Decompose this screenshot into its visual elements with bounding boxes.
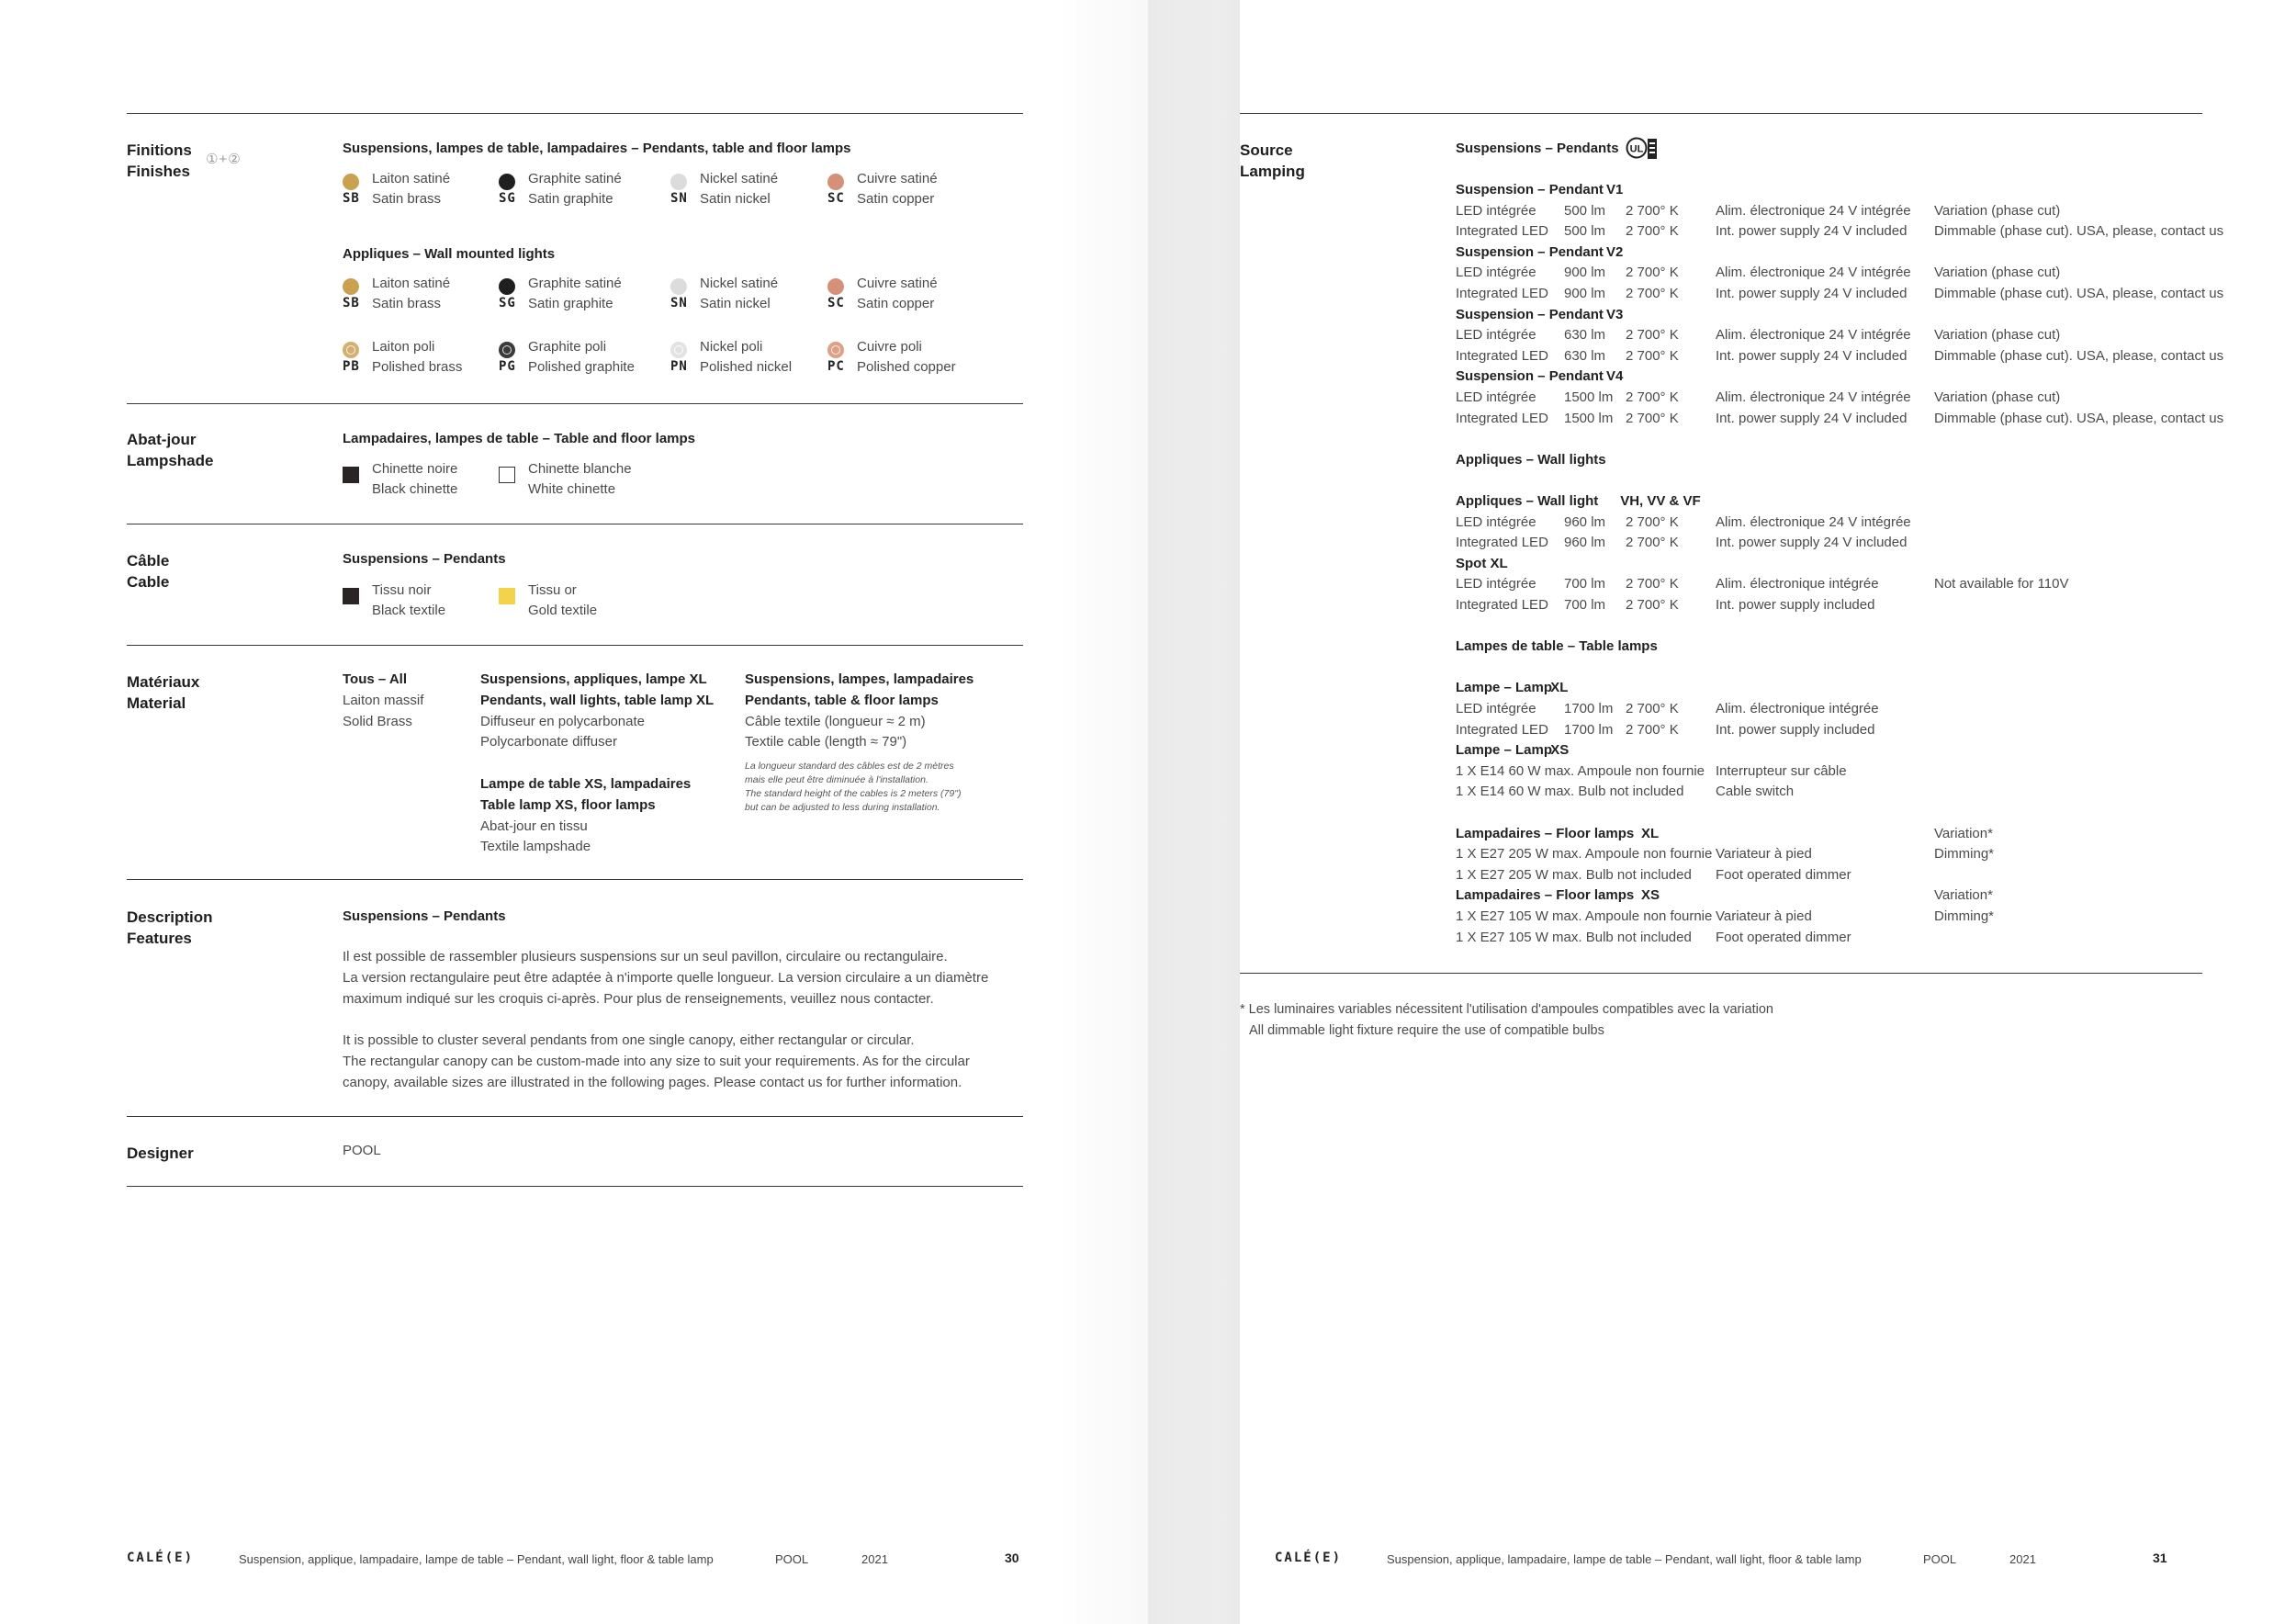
material-col3-heading-en: Pendants, table & floor lamps bbox=[745, 693, 939, 708]
lamping-cell-a: LED intégrée bbox=[1456, 202, 1536, 219]
material-col1-line: Laiton massif bbox=[343, 693, 424, 708]
lamping-label: Lampes de table – Table lamps bbox=[1456, 638, 1658, 655]
color-dot bbox=[670, 342, 687, 358]
features-para-en: It is possible to cluster several pendants from one single canopy, either rectangular or circular. bbox=[343, 1032, 915, 1048]
divider bbox=[1240, 973, 2202, 974]
color-dot bbox=[343, 278, 359, 295]
finish-code: SB bbox=[343, 191, 360, 206]
lamping-cell-a: LED intégrée bbox=[1456, 327, 1536, 344]
finish-name-fr: Graphite satiné bbox=[528, 171, 622, 186]
lamping-row bbox=[1456, 782, 2154, 803]
finish-name-en: Satin copper bbox=[857, 296, 935, 311]
material-col2a-heading: Suspensions, appliques, lampe XL bbox=[480, 671, 707, 687]
lamping-cell-d: Int. power supply 24 V included bbox=[1716, 286, 1908, 301]
color-dot bbox=[499, 278, 515, 295]
finishes-title: Finitions Finishes bbox=[127, 141, 192, 180]
page-number: 30 bbox=[1005, 1551, 1019, 1565]
divider bbox=[127, 1186, 1023, 1187]
lamping-cell-c: 2 700° K bbox=[1626, 202, 1679, 219]
swatch-name-en: Black chinette bbox=[372, 481, 458, 497]
swatch-name-fr: Tissu noir bbox=[372, 582, 432, 598]
swatch-name-en: White chinette bbox=[528, 481, 616, 497]
material-title: Matériaux Material bbox=[127, 673, 200, 712]
finish-code: SC bbox=[827, 191, 845, 206]
lamping-label: Lampadaires – Floor lamps bbox=[1456, 825, 1635, 841]
lamping-cell-b: 960 lm bbox=[1564, 513, 1606, 530]
footer-description: Suspension, applique, lampadaire, lampe de table – Pendant, wall light, floor & table lamp bbox=[1387, 1552, 1862, 1566]
lamping-cell-d: Foot operated dimmer bbox=[1716, 929, 1851, 945]
lamping-cell-e: Dimming* bbox=[1934, 908, 1995, 924]
lamping-cell-e: Variation (phase cut) bbox=[1934, 265, 2061, 281]
page-31 bbox=[1148, 0, 2296, 1624]
color-dot bbox=[827, 342, 844, 358]
lamping-cell-b: 1500 lm bbox=[1564, 410, 1614, 426]
lamping-cell-d: Cable switch bbox=[1716, 784, 1795, 800]
lamping-row bbox=[1456, 325, 2154, 346]
features-para-en: The rectangular canopy can be custom-made into any size to suit your requirements. As for the circular bbox=[343, 1054, 970, 1069]
material-cable-note: La longueur standard des câbles est de 2 mètres bbox=[745, 761, 954, 772]
lamping-cell-e: Variation (phase cut) bbox=[1934, 327, 2061, 344]
lamping-cell-d: Int. power supply 24 V included bbox=[1716, 410, 1908, 426]
lamping-cell-c: 2 700° K bbox=[1626, 286, 1679, 301]
swatch-name-fr: Chinette noire bbox=[372, 461, 458, 477]
finish-code: SG bbox=[499, 191, 516, 206]
divider bbox=[127, 1116, 1023, 1117]
material-col3-line: Textile cable (length ≈ 79") bbox=[745, 734, 907, 750]
lamping-subheading bbox=[1456, 305, 2154, 326]
ul-certification-icon bbox=[1626, 136, 1659, 162]
lamping-cell-a: Integrated LED bbox=[1456, 597, 1548, 613]
material-col2a-line: Diffuseur en polycarbonate bbox=[480, 714, 646, 729]
lamping-cell-b: 500 lm bbox=[1564, 202, 1606, 219]
material-col1-heading: Tous – All bbox=[343, 671, 408, 687]
finish-name-en: Satin nickel bbox=[700, 296, 771, 311]
lamping-cell-b: 1700 lm bbox=[1564, 701, 1614, 716]
divider bbox=[127, 113, 1023, 114]
finish-code: PC bbox=[827, 359, 845, 374]
divider bbox=[127, 403, 1023, 404]
features-para-fr: La version rectangulaire peut être adaptée à n'importe quelle longueur. La version circulaire a un diamètre bbox=[343, 970, 989, 986]
lamping-row bbox=[1456, 844, 2154, 865]
lamping-cell-c: 2 700° K bbox=[1626, 701, 1679, 716]
finish-name-fr: Cuivre satiné bbox=[857, 171, 938, 186]
lamping-cell-e: Dimmable (phase cut). USA, please, contact us bbox=[1934, 410, 2224, 426]
color-dot bbox=[499, 342, 515, 358]
finish-code: PB bbox=[343, 359, 360, 374]
material-col2a-line: Polycarbonate diffuser bbox=[480, 734, 617, 750]
footer-designer: POOL bbox=[1923, 1552, 1957, 1566]
finish-name-en: Satin graphite bbox=[528, 191, 613, 207]
lamping-cell-b: 900 lm bbox=[1564, 286, 1606, 301]
lamping-cell-c: 2 700° K bbox=[1626, 265, 1679, 281]
lamping-cell-b: 1500 lm bbox=[1564, 389, 1614, 405]
finish-name-en: Satin brass bbox=[372, 191, 442, 207]
lamping-cell-c: 2 700° K bbox=[1626, 597, 1679, 613]
lamping-label: Suspension – Pendant bbox=[1456, 182, 1604, 197]
material-col2b-line: Textile lampshade bbox=[480, 839, 591, 854]
color-dot bbox=[343, 342, 359, 358]
finish-code: PN bbox=[670, 359, 688, 374]
finishes-group1-heading: Suspensions, lampes de table, lampadaires – Pendants, table and floor lamps bbox=[343, 141, 851, 156]
lamping-cell-a: Integrated LED bbox=[1456, 347, 1548, 364]
finish-name-en: Satin graphite bbox=[528, 296, 613, 311]
lamping-row bbox=[1456, 928, 2154, 949]
lamping-cell-a: LED intégrée bbox=[1456, 513, 1536, 530]
finish-name-fr: Nickel satiné bbox=[700, 276, 779, 291]
material-cable-note: mais elle peut être diminuée à l'installation. bbox=[745, 774, 929, 785]
color-dot bbox=[827, 174, 844, 190]
lamping-cell-e: Dimmable (phase cut). USA, please, contact us bbox=[1934, 286, 2224, 301]
lamping-subheading bbox=[1456, 242, 2154, 264]
lamping-cell-a: LED intégrée bbox=[1456, 389, 1536, 405]
features-heading: Suspensions – Pendants bbox=[343, 908, 506, 924]
lamping-label: Lampe – Lamp bbox=[1456, 680, 1553, 696]
finish-name-en: Satin copper bbox=[857, 191, 935, 207]
lamping-label: Spot XL bbox=[1456, 555, 1508, 571]
lamping-cell-c: 2 700° K bbox=[1626, 576, 1679, 592]
lamping-model: V2 bbox=[1606, 243, 1624, 260]
color-square bbox=[499, 588, 515, 604]
lamping-cell-a: Integrated LED bbox=[1456, 286, 1548, 301]
lamping-row bbox=[1456, 513, 2154, 534]
lamping-subheading bbox=[1456, 885, 2154, 907]
lamping-heading: Suspensions – Pendants bbox=[1456, 141, 1619, 156]
lamping-cell-d: Alim. électronique 24 V intégrée bbox=[1716, 389, 1911, 405]
lamping-cell-b: 630 lm bbox=[1564, 327, 1606, 344]
divider bbox=[127, 879, 1023, 880]
footnote-fr: * Les luminaires variables nécessitent l'utilisation d'ampoules compatibles avec la variation bbox=[1240, 1002, 1773, 1017]
lamping-cell-a: 1 X E27 105 W max. Ampoule non fournie bbox=[1456, 908, 1713, 924]
material-cable-note: but can be adjusted to less during installation. bbox=[745, 802, 940, 813]
finish-name-fr: Laiton poli bbox=[372, 339, 435, 355]
lamping-cell-a: LED intégrée bbox=[1456, 576, 1536, 592]
lamping-cell-a: 1 X E27 205 W max. Bulb not included bbox=[1456, 866, 1692, 883]
lamping-label: Lampadaires – Floor lamps bbox=[1456, 887, 1635, 904]
finish-name-en: Polished copper bbox=[857, 359, 956, 375]
footer-brand: CALÉ(E) bbox=[127, 1551, 195, 1565]
lamping-label: Suspension – Pendant bbox=[1456, 243, 1604, 260]
lamping-cell-d: Foot operated dimmer bbox=[1716, 866, 1851, 883]
cable-title: Câble Cable bbox=[127, 552, 170, 591]
lamping-row bbox=[1456, 409, 2224, 430]
lamping-cell-b: 960 lm bbox=[1564, 535, 1606, 551]
material-col3-line: Câble textile (longueur ≈ 2 m) bbox=[745, 714, 926, 729]
lampshade-title: Abat-jour Lampshade bbox=[127, 431, 214, 469]
material-col2b-heading: Lampe de table XS, lampadaires bbox=[480, 776, 692, 792]
lamping-group-heading bbox=[1456, 637, 2154, 658]
lamping-cell-d: Alim. électronique intégrée bbox=[1716, 576, 1879, 592]
lamping-row bbox=[1456, 284, 2224, 305]
lamping-cell-b: 500 lm bbox=[1564, 223, 1606, 240]
lamping-label: Suspension – Pendant bbox=[1456, 306, 1604, 322]
ul-mark-text: UL bbox=[1629, 143, 1644, 155]
material-col1-line: Solid Brass bbox=[343, 714, 412, 729]
lamping-subheading bbox=[1456, 554, 2154, 575]
lamping-cell-c: 2 700° K bbox=[1626, 327, 1679, 344]
lamping-row bbox=[1456, 263, 2154, 284]
lamping-cell-e: Dimmable (phase cut). USA, please, contact us bbox=[1934, 223, 2224, 240]
finish-name-en: Satin nickel bbox=[700, 191, 771, 207]
lamping-cell-e: Variation (phase cut) bbox=[1934, 389, 2061, 405]
lamping-cell-d: Alim. électronique 24 V intégrée bbox=[1716, 202, 1911, 219]
finish-code: SB bbox=[343, 296, 360, 310]
lamping-subheading bbox=[1456, 180, 2154, 201]
divider bbox=[1240, 113, 2202, 114]
lamping-row bbox=[1456, 574, 2154, 595]
lamping-model: V1 bbox=[1606, 182, 1624, 197]
lamping-row bbox=[1456, 865, 2154, 886]
lamping-cell-a: 1 X E14 60 W max. Ampoule non fournie bbox=[1456, 762, 1705, 779]
material-col2b-line: Abat-jour en tissu bbox=[480, 818, 588, 834]
lamping-model: XS bbox=[1641, 887, 1660, 904]
lamping-model: V4 bbox=[1606, 368, 1624, 385]
finish-code: SC bbox=[827, 296, 845, 310]
lamping-dimming: Variation* bbox=[1934, 825, 1993, 841]
lamping-row bbox=[1456, 221, 2224, 242]
swatch-name-fr: Tissu or bbox=[528, 582, 577, 598]
finish-code: SN bbox=[670, 191, 688, 206]
lamping-cell-d: Alim. électronique intégrée bbox=[1716, 701, 1879, 716]
lamping-cell-a: 1 X E14 60 W max. Bulb not included bbox=[1456, 784, 1684, 800]
note-marks: ①+② bbox=[206, 152, 242, 167]
features-para-en: canopy, available sizes are illustrated in the following pages. Please contact us for further information. bbox=[343, 1075, 962, 1090]
finish-name-fr: Graphite poli bbox=[528, 339, 607, 355]
swatch-name-en: Gold textile bbox=[528, 603, 598, 618]
lamping-cell-a: 1 X E27 205 W max. Ampoule non fournie bbox=[1456, 846, 1713, 863]
color-square bbox=[343, 467, 359, 483]
lamping-cell-d: Alim. électronique 24 V intégrée bbox=[1716, 265, 1911, 281]
lamping-cell-e: Dimmable (phase cut). USA, please, contact us bbox=[1934, 347, 2224, 364]
lamping-subheading bbox=[1456, 491, 2154, 513]
lamping-cell-a: LED intégrée bbox=[1456, 265, 1536, 281]
finish-name-fr: Cuivre satiné bbox=[857, 276, 938, 291]
lamping-cell-d: Int. power supply 24 V included bbox=[1716, 535, 1908, 551]
lamping-label: Suspension – Pendant bbox=[1456, 368, 1604, 385]
lamping-cell-b: 900 lm bbox=[1564, 265, 1606, 281]
lamping-subheading bbox=[1456, 824, 2154, 845]
finish-name-en: Satin brass bbox=[372, 296, 442, 311]
lamping-model: XL bbox=[1641, 825, 1660, 841]
lamping-cell-d: Int. power supply included bbox=[1716, 721, 1875, 738]
lamping-cell-e: Not available for 110V bbox=[1934, 576, 2069, 592]
lamping-cell-e: Dimming* bbox=[1934, 846, 1995, 863]
color-dot bbox=[343, 174, 359, 190]
lamping-cell-c: 2 700° K bbox=[1626, 513, 1679, 530]
lamping-cell-a: Integrated LED bbox=[1456, 410, 1548, 426]
color-square bbox=[343, 588, 359, 604]
lamping-row bbox=[1456, 761, 2154, 783]
lamping-label: Appliques – Wall lights bbox=[1456, 451, 1606, 468]
finish-name-fr: Nickel satiné bbox=[700, 171, 779, 186]
lamping-label: Lampe – Lamp bbox=[1456, 742, 1553, 759]
lamping-cell-d: Alim. électronique 24 V intégrée bbox=[1716, 513, 1911, 530]
swatch-name-en: Black textile bbox=[372, 603, 446, 618]
lamping-subheading bbox=[1456, 678, 2154, 699]
lamping-row bbox=[1456, 533, 2154, 554]
lamping-row bbox=[1456, 201, 2154, 222]
material-col2b-heading-en: Table lamp XS, floor lamps bbox=[480, 797, 656, 813]
lamping-cell-d: Int. power supply 24 V included bbox=[1716, 347, 1908, 364]
color-dot bbox=[670, 174, 687, 190]
finish-name-en: Polished brass bbox=[372, 359, 463, 375]
lamping-cell-a: Integrated LED bbox=[1456, 223, 1548, 240]
finish-code: PG bbox=[499, 359, 516, 374]
color-dot bbox=[827, 278, 844, 295]
lamping-subheading bbox=[1456, 367, 2154, 388]
lamping-row bbox=[1456, 720, 2154, 741]
lamping-model: V3 bbox=[1606, 306, 1624, 322]
finish-code: SG bbox=[499, 296, 516, 310]
material-cable-note: The standard height of the cables is 2 meters (79") bbox=[745, 788, 962, 799]
finish-name-fr: Cuivre poli bbox=[857, 339, 922, 355]
divider bbox=[127, 645, 1023, 646]
lamping-row bbox=[1456, 595, 2154, 616]
finish-name-fr: Laiton satiné bbox=[372, 171, 451, 186]
footer-description: Suspension, applique, lampadaire, lampe de table – Pendant, wall light, floor & table lamp bbox=[239, 1552, 714, 1566]
lamping-cell-c: 2 700° K bbox=[1626, 410, 1679, 426]
footer-brand: CALÉ(E) bbox=[1275, 1551, 1343, 1565]
lamping-model: XL bbox=[1550, 680, 1569, 696]
lamping-cell-d: Int. power supply 24 V included bbox=[1716, 223, 1908, 240]
lamping-subheading bbox=[1456, 740, 2154, 761]
lamping-model: XS bbox=[1550, 742, 1570, 759]
lamping-group-heading bbox=[1456, 450, 2154, 471]
lamping-cell-b: 700 lm bbox=[1564, 597, 1606, 613]
lampshade-heading: Lampadaires, lampes de table – Table and floor lamps bbox=[343, 431, 696, 446]
footer-designer: POOL bbox=[775, 1552, 809, 1566]
finish-name-en: Polished nickel bbox=[700, 359, 793, 375]
lamping-cell-c: 2 700° K bbox=[1626, 223, 1679, 240]
lamping-cell-d: Int. power supply included bbox=[1716, 597, 1875, 613]
designer-title: Designer bbox=[127, 1145, 194, 1162]
material-col2a-heading-en: Pendants, wall lights, table lamp XL bbox=[480, 693, 715, 708]
lamping-model: VH, VV & VF bbox=[1620, 493, 1701, 509]
lamping-row bbox=[1456, 346, 2224, 367]
lamping-cell-b: 700 lm bbox=[1564, 576, 1606, 592]
page-number: 31 bbox=[2153, 1551, 2167, 1565]
lamping-cell-c: 2 700° K bbox=[1626, 347, 1679, 364]
color-square bbox=[499, 467, 515, 483]
color-dot bbox=[670, 278, 687, 295]
finish-name-fr: Graphite satiné bbox=[528, 276, 622, 291]
finishes-group2-heading: Appliques – Wall mounted lights bbox=[343, 246, 556, 262]
lamping-row bbox=[1456, 388, 2154, 409]
color-dot bbox=[499, 174, 515, 190]
finish-name-fr: Laiton satiné bbox=[372, 276, 451, 291]
lamping-cell-c: 2 700° K bbox=[1626, 535, 1679, 551]
lamping-cell-a: 1 X E27 105 W max. Bulb not included bbox=[1456, 929, 1692, 945]
lamping-cell-b: 1700 lm bbox=[1564, 721, 1614, 738]
footer-year: 2021 bbox=[2009, 1552, 2036, 1566]
swatch-name-fr: Chinette blanche bbox=[528, 461, 632, 477]
lamping-cell-a: Integrated LED bbox=[1456, 535, 1548, 551]
features-para-fr: maximum indiqué sur les croquis ci-après. Pour plus de renseignements, veuillez nous contacter. bbox=[343, 991, 934, 1007]
lamping-cell-d: Variateur à pied bbox=[1716, 846, 1812, 863]
footer-year: 2021 bbox=[861, 1552, 888, 1566]
lamping-row bbox=[1456, 907, 2154, 928]
lamping-label: Appliques – Wall light bbox=[1456, 493, 1599, 509]
lamping-cell-a: Integrated LED bbox=[1456, 721, 1548, 738]
finish-name-en: Polished graphite bbox=[528, 359, 635, 375]
lamping-cell-c: 2 700° K bbox=[1626, 389, 1679, 405]
lamping-dimming: Variation* bbox=[1934, 887, 1993, 904]
lamping-cell-b: 630 lm bbox=[1564, 347, 1606, 364]
lamping-cell-a: LED intégrée bbox=[1456, 701, 1536, 716]
finish-code: SN bbox=[670, 296, 688, 310]
features-para-fr: Il est possible de rassembler plusieurs suspensions sur un seul pavillon, circulaire ou rectangulaire. bbox=[343, 949, 948, 964]
lamping-title: Source Lamping bbox=[1240, 141, 1305, 180]
lamping-row bbox=[1456, 699, 2154, 720]
lamping-cell-d: Alim. électronique 24 V intégrée bbox=[1716, 327, 1911, 344]
designer-value: POOL bbox=[343, 1143, 381, 1158]
lamping-cell-e: Variation (phase cut) bbox=[1934, 202, 2061, 219]
cable-heading: Suspensions – Pendants bbox=[343, 551, 506, 567]
finish-name-fr: Nickel poli bbox=[700, 339, 763, 355]
lamping-cell-d: Interrupteur sur câble bbox=[1716, 762, 1847, 779]
footnote-en: All dimmable light fixture require the use of compatible bulbs bbox=[1249, 1023, 1604, 1038]
material-col3-heading: Suspensions, lampes, lampadaires bbox=[745, 671, 974, 687]
features-title: Description Features bbox=[127, 908, 213, 947]
lamping-cell-d: Variateur à pied bbox=[1716, 908, 1812, 924]
lamping-cell-c: 2 700° K bbox=[1626, 721, 1679, 738]
